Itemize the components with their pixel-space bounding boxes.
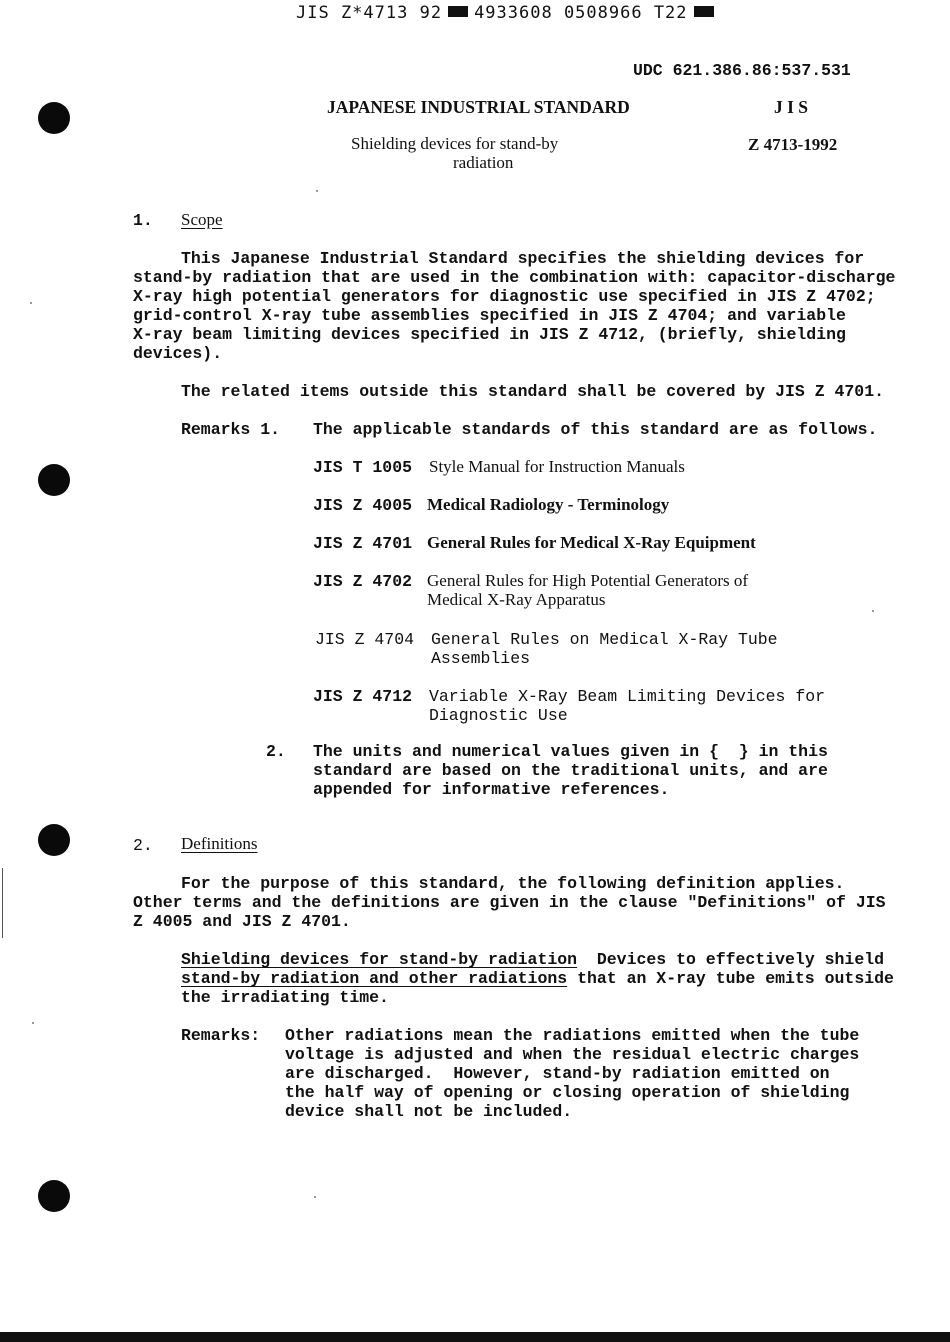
- remarks-line: the half way of opening or closing operation of shielding: [285, 1083, 850, 1102]
- document-stamp-line: [296, 3, 720, 23]
- remark-2-line: The units and numerical values given in { } in this: [313, 742, 828, 761]
- paragraph-line: X-ray beam limiting devices specified in JIS Z 4712, (briefly, shielding: [133, 325, 846, 344]
- remarks-line: voltage is adjusted and when the residual electric charges: [285, 1045, 860, 1064]
- paragraph-line: Other terms and the definitions are given in the clause "Definitions" of JIS: [133, 893, 886, 912]
- section-number: 1.: [133, 211, 153, 230]
- scan-bottom-edge: [0, 1332, 950, 1342]
- definition-text: that an X-ray tube emits outside: [567, 969, 894, 988]
- standard-name: JAPANESE INDUSTRIAL STANDARD: [327, 97, 630, 117]
- standard-code: JIS T 1005: [313, 458, 413, 477]
- remark-2-line: standard are based on the traditional units, and are: [313, 761, 828, 780]
- redaction-block: [694, 6, 714, 17]
- standard-title: General Rules for Medical X-Ray Equipment: [427, 533, 756, 552]
- remarks-label: Remarks:: [181, 1026, 261, 1045]
- section-heading-scope: Scope: [181, 210, 223, 229]
- scan-speck: [316, 190, 318, 192]
- standard-number: Z 4713-1992: [748, 135, 838, 154]
- paragraph-line: stand-by radiation that are used in the combination with: capacitor-discharge: [133, 268, 896, 287]
- document-title-line2: radiation: [453, 153, 514, 172]
- binder-hole: [38, 824, 70, 856]
- definition-text: the irradiating time.: [181, 988, 389, 1007]
- standard-title: Variable X-Ray Beam Limiting Devices for: [429, 687, 826, 706]
- standard-title-continued: Assemblies: [431, 649, 531, 668]
- remarks-line: Other radiations mean the radiations emitted when the tube: [285, 1026, 860, 1045]
- standard-code: JIS Z 4701: [313, 534, 413, 553]
- remark-2-label: 2.: [266, 742, 286, 761]
- scan-speck: [32, 1022, 34, 1024]
- standard-code: JIS Z 4005: [313, 496, 413, 515]
- paragraph-line: grid-control X-ray tube assemblies specified in JIS Z 4704; and variable: [133, 306, 846, 325]
- binder-hole: [38, 1180, 70, 1212]
- standard-title: General Rules for High Potential Generators of: [427, 571, 749, 590]
- section-number: 2.: [133, 836, 153, 855]
- binder-hole: [38, 102, 70, 134]
- paragraph-line: This Japanese Industrial Standard specifies the shielding devices for: [181, 249, 865, 268]
- standard-code: JIS Z 4712: [313, 687, 413, 706]
- standard-title: Style Manual for Instruction Manuals: [429, 457, 685, 476]
- related-items-sentence: The related items outside this standard shall be covered by JIS Z 4701.: [181, 382, 885, 401]
- paragraph-line: devices).: [133, 344, 223, 363]
- defined-term: Shielding devices for stand-by radiation: [181, 950, 578, 969]
- remarks-label: Remarks 1.: [181, 420, 281, 439]
- remarks-text: The applicable standards of this standard are as follows.: [313, 420, 878, 439]
- scan-edge-mark: [2, 868, 3, 938]
- stamp-code-right: 4933608 0508966 T22: [474, 3, 688, 23]
- definition-text: Devices to effectively shield: [577, 950, 885, 969]
- paragraph-line: For the purpose of this standard, the following definition applies.: [181, 874, 845, 893]
- standard-title: General Rules on Medical X-Ray Tube: [431, 630, 778, 649]
- scan-speck: [30, 302, 32, 304]
- document-title-line1: Shielding devices for stand-by: [351, 134, 559, 153]
- remarks-line: are discharged. However, stand-by radiation emitted on: [285, 1064, 830, 1083]
- stamp-code-left: JIS Z*4713 92: [296, 3, 443, 23]
- defined-term-line: [181, 969, 894, 988]
- remark-2-line: appended for informative references.: [313, 780, 670, 799]
- paragraph-line: X-ray high potential generators for diagnostic use specified in JIS Z 4702;: [133, 287, 876, 306]
- standard-code: JIS Z 4704: [315, 630, 415, 649]
- remarks-line: device shall not be included.: [285, 1102, 573, 1121]
- standard-title: Medical Radiology - Terminology: [427, 495, 670, 514]
- defined-term-continued: stand-by radiation and other radiations: [181, 969, 568, 988]
- scan-speck: [314, 1196, 316, 1198]
- standard-title-continued: Diagnostic Use: [429, 706, 568, 725]
- redaction-block: [448, 6, 468, 17]
- scan-speck: [872, 610, 874, 612]
- udc-number: UDC 621.386.86:537.531: [633, 61, 851, 80]
- binder-hole: [38, 464, 70, 496]
- standard-title-continued: Medical X-Ray Apparatus: [427, 590, 606, 609]
- section-heading-definitions: Definitions: [181, 834, 258, 853]
- jis-mark: J I S: [774, 97, 809, 117]
- standard-code: JIS Z 4702: [313, 572, 413, 591]
- defined-term-line: [181, 950, 884, 969]
- paragraph-line: Z 4005 and JIS Z 4701.: [133, 912, 351, 931]
